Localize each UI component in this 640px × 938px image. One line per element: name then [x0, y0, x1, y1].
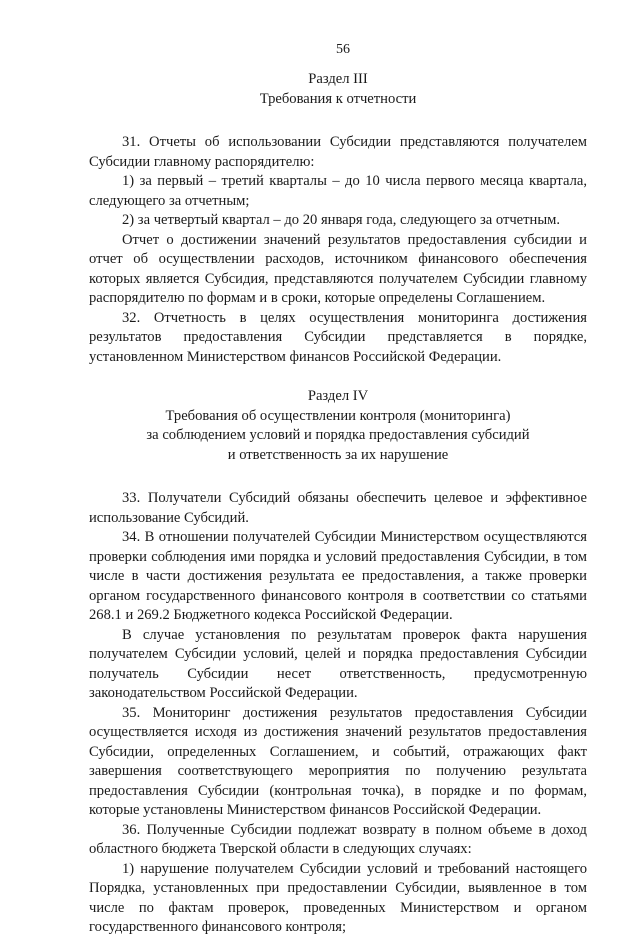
paragraph-36: 36. Полученные Субсидии подлежат возврату в полном объеме в доход областного бюджета Тверской области в следующих случаях: — [89, 821, 587, 857]
section-3-body — [89, 133, 587, 367]
document-page — [89, 40, 587, 938]
section-4-title: Раздел IV — [307, 388, 369, 404]
section-3-heading — [89, 70, 587, 109]
paragraph-34: 34. В отношении получателей Субсидии Министерством осуществляются проверки соблюдения ими порядка и условий предоставления Субсидии, в том числе в части достижения результата ее предоставления, а также проверки органом государственного финансового контроля в соответствии со статьями 268.1 и 269.2 Бюджетного кодекса Российской Федерации. — [89, 529, 587, 623]
paragraph-36-item-1: 1) нарушение получателем Субсидии условий и требований настоящего Порядка, установленных при предоставлении Субсидии, выявленное в том числе по фактам проверок, проведенных Министерством и органом государственного финансового контроля; — [89, 860, 587, 935]
section-4-subtitle-line: за соблюдением условий и порядка предоставления субсидий — [146, 427, 530, 443]
paragraph-32: 32. Отчетность в целях осуществления мониторинга достижения результатов предоставления Субсидии представляется в порядке, установленном Министерством финансов Российской Федерации. — [89, 309, 587, 365]
section-4-subtitle-line: Требования об осуществлении контроля (мониторинга) — [165, 407, 511, 424]
section-4-body — [89, 489, 587, 938]
section-4-heading — [89, 387, 587, 465]
section-4-subtitle-line: и ответственность за их нарушение — [227, 446, 449, 463]
paragraph-31-item-2: 2) за четвертый квартал – до 20 января года, следующего за отчетным. — [122, 212, 561, 228]
section-3-subtitle-line: Требования к отчетности — [259, 90, 417, 107]
page-number: 56 — [336, 42, 350, 57]
paragraph-31-item-1: 1) за первый – третий кварталы – до 10 числа первого месяца квартала, следующего за отчетным; — [89, 173, 587, 209]
paragraph-33: 33. Получатели Субсидий обязаны обеспечить целевое и эффективное использование Субсидий. — [89, 490, 587, 526]
paragraph-35: 35. Мониторинг достижения результатов предоставления Субсидии осуществляется исходя из достижения значений результатов предоставления Субсидии, определенных Соглашением, и событий, отражающих факт завершения соответствующего мероприятия по получению результата предоставления Субсидии (контрольная точка), в порядке и по формам, которые установлены Министерством финансов Российской Федерации. — [89, 704, 587, 818]
paragraph-34-responsibility: В случае установления по результатам проверок факта нарушения получателем Субсидии условий, целей и порядка предоставления Субсидии получатель Субсидии несет ответственность, предусмотренную законодательством Российской Федерации. — [89, 626, 587, 701]
paragraph-results-report: Отчет о достижении значений результатов предоставления субсидии и отчет об осуществлении расходов, источником финансового обеспечения которых является Субсидия, представляются получателем Субсидии главному распорядителю по формам и в сроки, которые определены Соглашением. — [89, 231, 587, 306]
section-3-title: Раздел III — [308, 71, 368, 87]
paragraph-31: 31. Отчеты об использовании Субсидии представляются получателем Субсидии главному распорядителю: — [89, 134, 587, 170]
